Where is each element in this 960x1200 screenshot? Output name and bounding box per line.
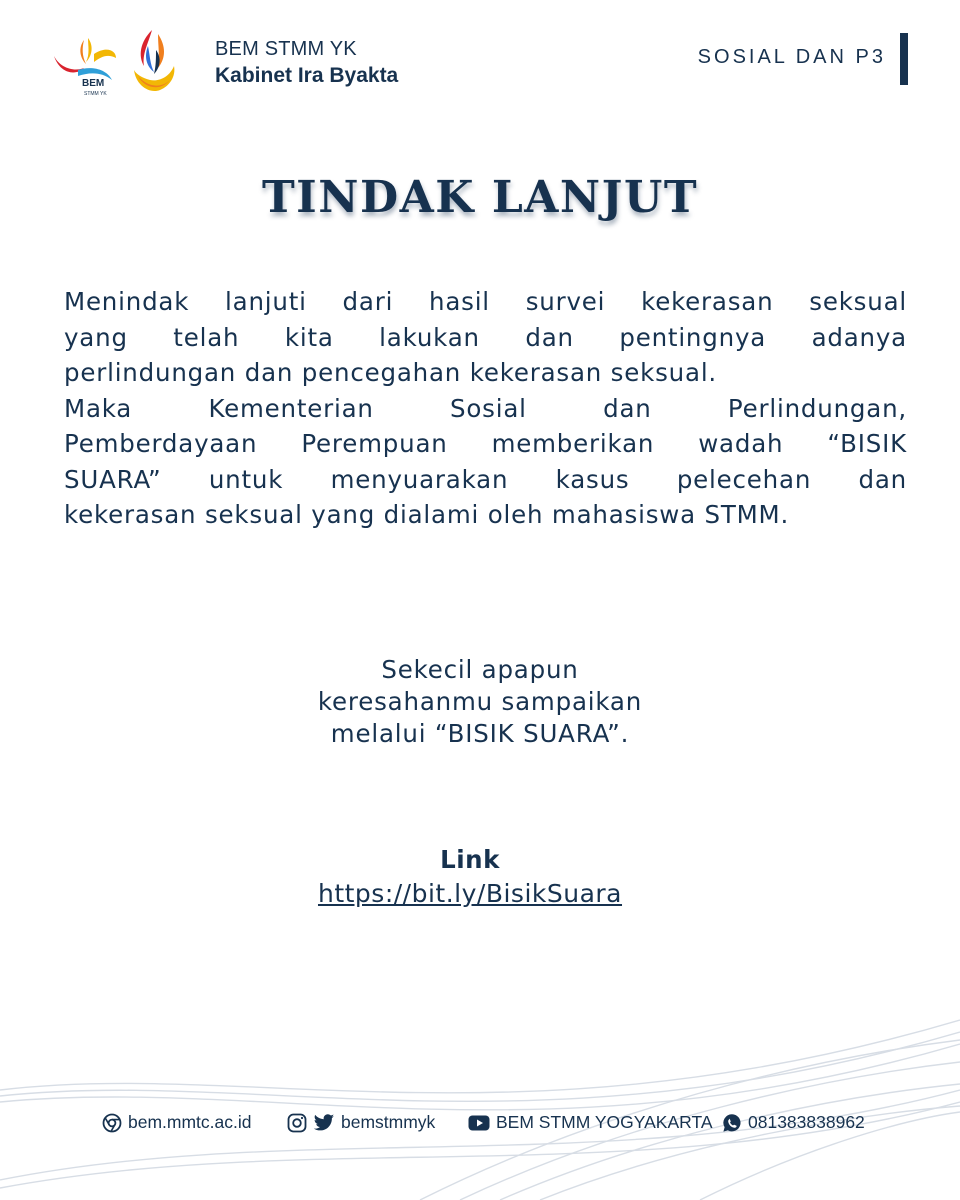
body-paragraph bbox=[64, 284, 907, 533]
page-title: TINDAK LANJUT bbox=[261, 172, 699, 223]
footer-social[interactable] bbox=[287, 1112, 435, 1133]
footer-website-text: bem.mmtc.ac.id bbox=[128, 1112, 252, 1132]
division-accent-bar bbox=[900, 33, 908, 85]
body-line: Pemberdayaan Perempuan memberikan wadah “BISIK bbox=[64, 429, 907, 458]
youtube-icon bbox=[468, 1115, 490, 1131]
message-line: melalui “BISIK SUARA”. bbox=[330, 719, 630, 748]
footer-whatsapp-text: 081383838962 bbox=[748, 1112, 865, 1132]
footer-website[interactable] bbox=[102, 1112, 252, 1133]
bem-logo bbox=[50, 28, 120, 100]
body-line: kekerasan seksual yang dialami oleh mahasiswa STMM. bbox=[64, 500, 790, 529]
link-label: Link bbox=[440, 845, 500, 874]
message-line: keresahanmu sampaikan bbox=[317, 687, 643, 716]
message-line: Sekecil apapun bbox=[381, 655, 579, 684]
chrome-icon bbox=[102, 1113, 122, 1133]
whatsapp-icon bbox=[722, 1113, 742, 1133]
footer-whatsapp[interactable] bbox=[722, 1112, 865, 1133]
twitter-icon bbox=[313, 1113, 335, 1133]
footer-youtube[interactable] bbox=[468, 1112, 713, 1133]
svg-text:STMM YK: STMM YK bbox=[84, 91, 107, 97]
instagram-icon bbox=[287, 1113, 307, 1133]
call-to-action-message bbox=[0, 654, 960, 750]
body-line: perlindungan dan pencegahan kekerasan seksual. bbox=[64, 358, 718, 387]
body-line: yang telah kita lakukan dan pentingnya adanya bbox=[64, 322, 907, 352]
footer-social-text: bemstmmyk bbox=[341, 1112, 436, 1132]
cabinet-logo bbox=[130, 26, 178, 96]
svg-text:BEM: BEM bbox=[82, 78, 105, 89]
body-line: Menindak lanjuti dari hasil survei kekerasan seksual bbox=[64, 287, 907, 316]
body-line: SUARA” untuk menyuarakan kasus pelecehan dan bbox=[64, 464, 907, 494]
org-name: BEM STMM YK bbox=[215, 38, 357, 60]
body-line: Maka Kementerian Sosial dan Perlindungan, bbox=[64, 393, 907, 423]
footer-youtube-text: BEM STMM YOGYAKARTA bbox=[496, 1112, 713, 1132]
division-label: SOSIAL DAN P3 bbox=[697, 46, 886, 68]
bisik-suara-link[interactable]: https://bit.ly/BisikSuara bbox=[317, 879, 623, 908]
footer-contacts bbox=[0, 1112, 960, 1142]
cabinet-name: Kabinet Ira Byakta bbox=[215, 64, 399, 87]
